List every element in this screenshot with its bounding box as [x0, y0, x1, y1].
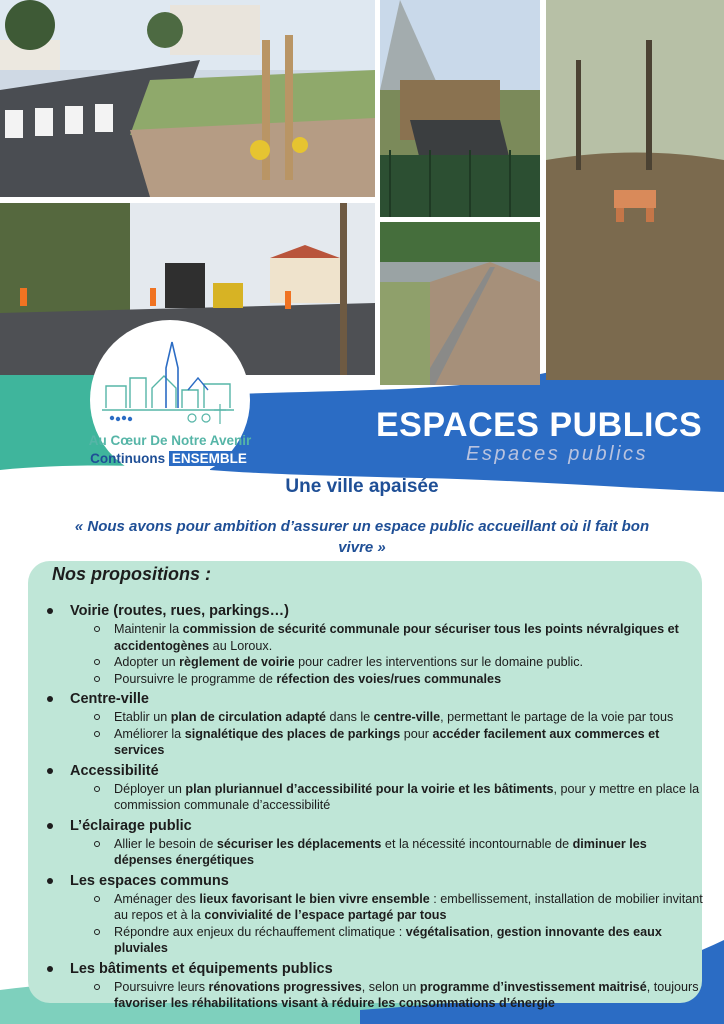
category-title	[44, 761, 704, 781]
proposition-item	[94, 726, 704, 759]
propositions-list	[44, 601, 704, 1014]
proposition-item	[94, 671, 704, 688]
category-title-text: Accessibilité	[70, 762, 159, 779]
propositions-title: Nos propositions :	[52, 564, 211, 584]
circle-bullet-icon	[94, 731, 100, 737]
emphasis-text: règlement de voirie	[179, 655, 295, 669]
plain-text: au Loroux.	[209, 638, 273, 653]
circle-bullet-icon	[94, 841, 100, 847]
photo-crosswalk-street	[0, 0, 375, 197]
proposition-item	[94, 709, 704, 726]
category-title	[44, 816, 704, 836]
plain-text: ,	[646, 979, 651, 994]
proposition-item-text	[114, 726, 704, 759]
logo-text-prefix: Continuons	[90, 451, 169, 466]
category-title-text: Les espaces communs	[70, 872, 229, 889]
bullet-icon	[47, 966, 53, 972]
emphasis-text: gestion innovante des eaux pluviales	[114, 924, 662, 955]
proposition-category	[44, 816, 704, 869]
ambition-quote: « Nous avons pour ambition d’assurer un espace public accueillant où il fait bon vivre »	[74, 518, 650, 556]
proposition-item-text	[114, 891, 704, 924]
plain-text: , pour y mettre en place la commission communale d’accessibilité	[114, 781, 700, 812]
category-title	[44, 601, 704, 621]
proposition-item-text	[114, 924, 704, 957]
bullet-icon	[47, 696, 53, 702]
plain-text: Adopter un	[114, 655, 180, 669]
emphasis-text: centre-ville	[373, 710, 441, 724]
category-title	[44, 871, 704, 891]
proposition-item	[94, 781, 704, 814]
plain-text: , permettant le partage de la voie par tous	[440, 710, 674, 724]
category-title-text: L’éclairage public	[70, 817, 192, 834]
plain-text: dans le	[326, 710, 374, 724]
emphasis-text: réfection des voies/rues communales	[276, 671, 502, 686]
plain-text: Répondre aux enjeux du réchauffement climatique :	[114, 924, 406, 939]
proposition-item	[94, 621, 704, 654]
proposition-item-text	[114, 621, 704, 654]
proposition-category	[44, 959, 704, 1012]
plain-text: Maintenir la	[114, 622, 183, 636]
proposition-category	[44, 871, 704, 957]
proposition-item	[94, 654, 704, 671]
circle-bullet-icon	[94, 786, 100, 792]
plain-text: Aménager des	[114, 891, 200, 906]
bullet-icon	[47, 823, 53, 829]
emphasis-text: diminuer les dépenses énergétiques	[114, 836, 647, 867]
plain-text: , selon un	[361, 979, 420, 994]
proposition-category	[44, 761, 704, 814]
bullet-icon	[47, 608, 53, 614]
proposition-item	[94, 979, 704, 1012]
emphasis-text: commission de sécurité communale pour sécuriser tous les points névralgiques et accidentogènes	[114, 622, 679, 653]
photo-park-bench	[546, 0, 724, 380]
bullet-icon	[47, 878, 53, 884]
plain-text: Allier le besoin de	[114, 836, 217, 851]
plain-text: ,	[489, 924, 497, 939]
plain-text: Déployer un	[114, 781, 186, 796]
emphasis-text: rénovations progressives	[208, 979, 362, 994]
logo-text-line2	[70, 451, 270, 466]
circle-bullet-icon	[94, 896, 100, 902]
emphasis-text: convivialité de l’espace partagé par tous	[204, 908, 447, 922]
circle-bullet-icon	[94, 984, 100, 990]
category-title-text: Les bâtiments et équipements publics	[70, 960, 333, 977]
emphasis-text: accéder facilement aux commerces et services	[114, 726, 660, 757]
circle-bullet-icon	[94, 676, 100, 682]
category-title-text: Centre-ville	[70, 691, 149, 707]
plain-text: Etablir un	[114, 710, 171, 724]
emphasis-text: plan pluriannuel d’accessibilité pour la voirie et les bâtiments	[185, 781, 554, 796]
plain-text: Poursuivre leurs	[114, 979, 209, 994]
emphasis-text: végétalisation	[405, 924, 490, 939]
category-title	[44, 959, 704, 979]
plain-text: toujours	[650, 979, 699, 994]
proposition-category	[44, 601, 704, 687]
category-title	[44, 689, 704, 709]
circle-bullet-icon	[94, 929, 100, 935]
emphasis-text: sécuriser les déplacements	[216, 836, 382, 851]
proposition-item-text	[114, 836, 704, 869]
photo-cemetery-path	[380, 222, 540, 385]
plain-text: et la nécessité incontournable de	[381, 836, 573, 851]
page-subtitle: Espaces publics	[466, 443, 649, 465]
proposition-item-text	[114, 979, 704, 1012]
plain-text: Améliorer la	[114, 726, 185, 741]
emphasis-text: favoriser les réhabilitations visant à réduire les consommations d’énergie	[114, 996, 555, 1010]
proposition-item-text	[114, 654, 583, 671]
emphasis-text: lieux favorisant le bien vivre ensemble	[199, 891, 430, 906]
plain-text: Poursuivre le programme de	[114, 671, 277, 686]
page-title: ESPACES PUBLICS	[376, 406, 703, 444]
proposition-item-text	[114, 709, 673, 726]
photo-playground	[380, 0, 540, 217]
plain-text: pour cadrer les interventions sur le domaine public.	[294, 655, 584, 669]
headline: Une ville apaisée	[285, 476, 439, 497]
circle-bullet-icon	[94, 659, 100, 665]
proposition-item-text	[114, 671, 501, 688]
circle-bullet-icon	[94, 626, 100, 632]
proposition-item	[94, 924, 704, 957]
category-title-text: Voirie (routes, rues, parkings…)	[70, 603, 289, 619]
plain-text: pour	[400, 726, 433, 741]
emphasis-text: plan de circulation adapté	[170, 710, 327, 724]
bullet-icon	[47, 768, 53, 774]
proposition-item-text	[114, 781, 704, 814]
logo-text-highlight: ENSEMBLE	[169, 451, 250, 466]
village-logo-icon	[102, 338, 234, 428]
emphasis-text: programme d’investissement maitrisé	[419, 979, 647, 994]
proposition-category	[44, 689, 704, 759]
plain-text: : embellissement, installation de mobilier invitant au repos et à la	[114, 891, 703, 922]
emphasis-text: signalétique des places de parkings	[184, 726, 401, 741]
circle-bullet-icon	[94, 714, 100, 720]
logo-text-line1: Au Cœur De Notre Avenir	[88, 433, 252, 448]
proposition-item	[94, 836, 704, 869]
proposition-item	[94, 891, 704, 924]
